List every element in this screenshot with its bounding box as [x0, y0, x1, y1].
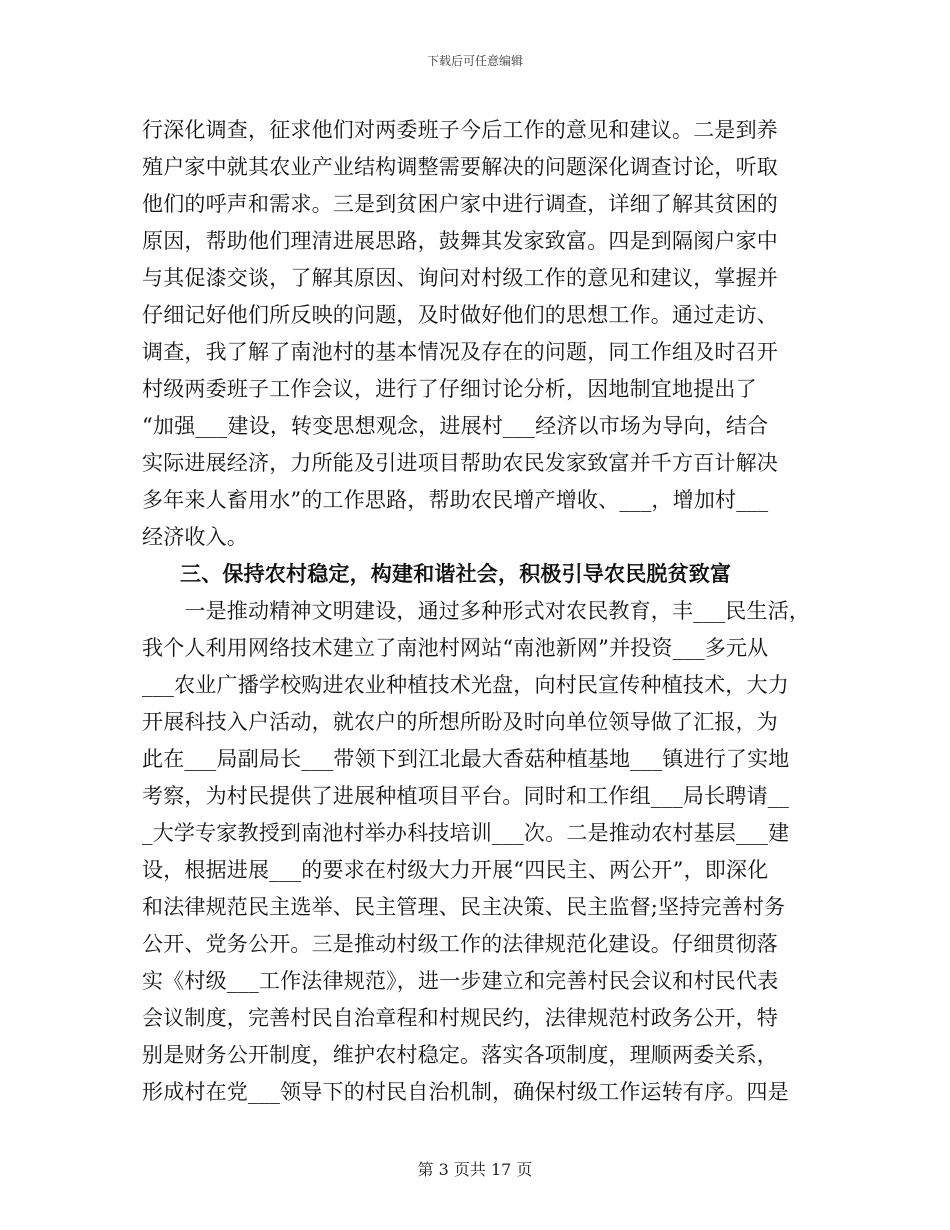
text-line: 与其促漆交谈，了解其原因、询问对村级工作的意见和建议，掌握并 [142, 266, 778, 290]
text-line: 考察，为村民提供了进展种植项目平台。同时和工作组___局长聘请__ [142, 784, 790, 808]
text-line: 原因，帮助他们理清进展思路，鼓舞其发家致富。四是到隔阂户家中 [142, 229, 778, 253]
text-line: 行深化调查，征求他们对两委班子今后工作的意见和建议。二是到养 [142, 118, 778, 142]
text-line: _大学专家教授到南池村举办科技培训___次。二是推动农村基层___建 [142, 821, 790, 845]
text-line: 仔细记好他们所反映的问题，及时做好他们的思想工作。通过走访、 [142, 303, 778, 327]
text-line: 村级两委班子工作会议，进行了仔细讨论分析，因地制宜地提出了 [142, 377, 757, 401]
text-line: “加强___建设，转变思想观念，进展村___经济以市场为导向，结合 [142, 414, 769, 438]
page-header: 下载后可任意编辑 [426, 54, 523, 68]
text-line: 开展科技入户活动，就农户的所想所盼及时向单位领导做了汇报，为 [142, 710, 778, 734]
text-line: 此在___局副局长___带领下到江北最大香菇种植基地___镇进行了实地 [142, 747, 790, 771]
text-line: 多年来人畜用水”的工作思路，帮助农民增产增收、___，增加村___ [142, 488, 769, 512]
text-line: 实际进展经济，力所能及引进项目帮助农民发家致富并千方百计解决 [142, 451, 778, 475]
text-line: ___农业广播学校购进农业种植技术光盘，向村民宣传种植技术，大力 [142, 673, 789, 697]
page-footer: 第 3 页共 17 页 [417, 1160, 533, 1179]
text-line: 会议制度，完善村民自治章程和村规民约，法律规范村政务公开，特 [142, 1006, 778, 1030]
text-line: 调查，我了解了南池村的基本情况及存在的问题，同工作组及时召开 [142, 340, 778, 364]
text-line: 实《村级___工作法律规范》，进一步建立和完善村民会议和村民代表 [142, 969, 779, 993]
section-heading: 三、保持农村稳定，构建和谐社会，积极引导农民脱贫致富 [180, 561, 732, 586]
text-line: 设，根据进展___的要求在村级大力开展“四民主、两公开”，即深化 [142, 858, 769, 882]
text-line: 别是财务公开制度，维护农村稳定。落实各项制度，理顺两委关系， [142, 1043, 778, 1067]
text-line: 一是推动精神文明建设，通过多种形式对农民教育，丰___民生活， [142, 599, 811, 623]
text-line: 我个人利用网络技术建立了南池村网站“南池新网”并投资___多元从 [142, 636, 769, 660]
text-line: 公开、党务公开。三是推动村级工作的法律规范化建设。仔细贯彻落 [142, 932, 778, 956]
text-line: 经济收入。 [142, 525, 248, 549]
text-line: 和法律规范民主选举、民主管理、民主决策、民主监督;坚持完善村务 [142, 895, 786, 919]
text-line: 他们的呼声和需求。三是到贫困户家中进行调查，详细了解其贫困的 [142, 192, 778, 216]
text-line: 形成村在党___领导下的村民自治机制，确保村级工作运转有序。四是 [142, 1080, 789, 1104]
text-line: 殖户家中就其农业产业结构调整需要解决的问题深化调查讨论，听取 [142, 155, 778, 179]
